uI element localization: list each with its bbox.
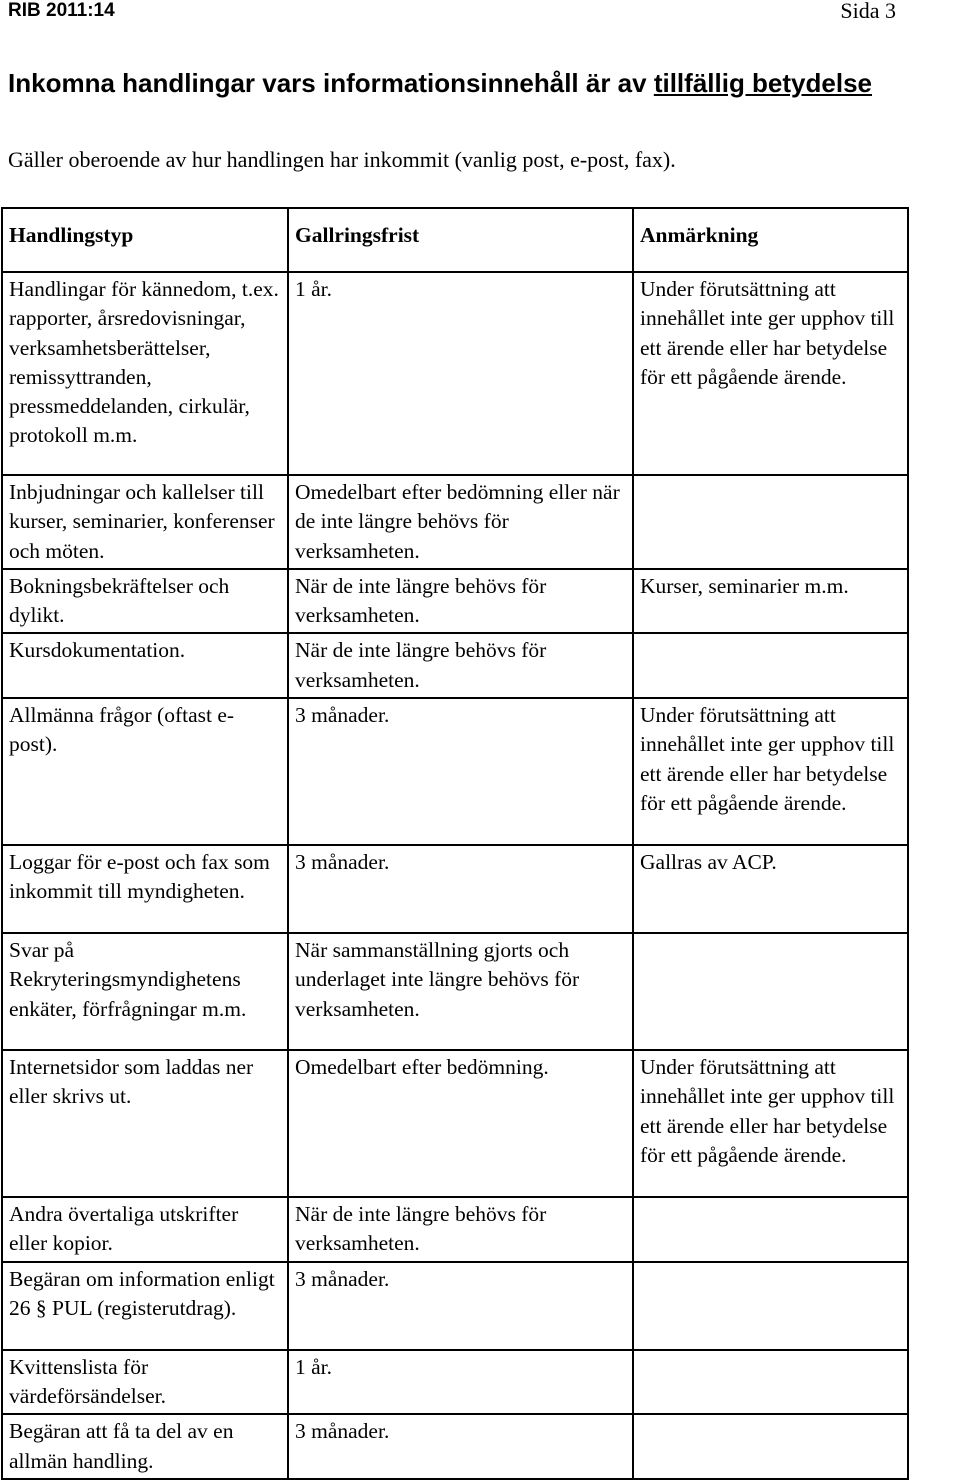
column-header-period: Gallringsfrist — [288, 208, 633, 272]
table-row — [2, 1050, 908, 1197]
table-row — [2, 845, 908, 933]
cell-type: Kvittenslista för värdeförsändelser. — [2, 1350, 288, 1415]
cell-period: Omedelbart efter bedömning. — [288, 1050, 633, 1197]
table-row — [2, 1414, 908, 1479]
cell-type: Svar på Rekryteringsmyndighetens enkäter, förfrågningar m.m. — [2, 933, 288, 1050]
cell-note — [633, 1197, 908, 1262]
cell-note: Gallras av ACP. — [633, 845, 908, 933]
cell-type: Bokningsbekräftelser och dylikt. — [2, 569, 288, 634]
cell-note: Kurser, seminarier m.m. — [633, 569, 908, 634]
cell-note — [633, 933, 908, 1050]
cell-type: Internetsidor som laddas ner eller skrivs ut. — [2, 1050, 288, 1197]
page-number: Sida 3 — [840, 0, 896, 23]
cell-type: Begäran att få ta del av en allmän handling. — [2, 1414, 288, 1479]
cell-type: Allmänna frågor (oftast e-post). — [2, 698, 288, 845]
subtitle: Gäller oberoende av hur handlingen har inkommit (vanlig post, e-post, fax). — [8, 147, 676, 172]
cell-type: Begäran om information enligt 26 § PUL (registerutdrag). — [2, 1262, 288, 1350]
cell-type: Inbjudningar och kallelser till kurser, seminarier, konferenser och möten. — [2, 475, 288, 569]
retention-table — [1, 207, 909, 1480]
table-row — [2, 933, 908, 1050]
cell-period: När de inte längre behövs för verksamheten. — [288, 633, 633, 698]
cell-note — [633, 1414, 908, 1479]
cell-period: 3 månader. — [288, 698, 633, 845]
cell-period: 3 månader. — [288, 1414, 633, 1479]
table-row — [2, 698, 908, 845]
cell-period: När sammanställning gjorts och underlaget inte längre behövs för verksamheten. — [288, 933, 633, 1050]
table-header-row — [2, 208, 908, 272]
cell-note — [633, 633, 908, 698]
table-row — [2, 1197, 908, 1262]
table-row — [2, 475, 908, 569]
cell-period: 1 år. — [288, 272, 633, 475]
cell-note: Under förutsättning att innehållet inte ger upphov till ett ärende eller har betydelse för ett pågående ärende. — [633, 1050, 908, 1197]
page-title — [8, 67, 908, 100]
cell-note: Under förutsättning att innehållet inte ger upphov till ett ärende eller har betydelse för ett pågående ärende. — [633, 698, 908, 845]
title-main: Inkomna handlingar vars informationsinnehåll är av — [8, 68, 654, 98]
cell-period: 3 månader. — [288, 1262, 633, 1350]
cell-period: 1 år. — [288, 1350, 633, 1415]
table-row — [2, 569, 908, 634]
title-underlined: tillfällig betydelse — [653, 68, 872, 98]
cell-period: 3 månader. — [288, 845, 633, 933]
cell-type: Kursdokumentation. — [2, 633, 288, 698]
cell-type: Loggar för e-post och fax som inkommit till myndigheten. — [2, 845, 288, 933]
cell-type: Handlingar för kännedom, t.ex. rapporter, årsredovisningar, verksamhetsberättelser, remissyttranden, pressmeddelanden, cirkulär, protokoll m.m. — [2, 272, 288, 475]
cell-period: När de inte längre behövs för verksamheten. — [288, 1197, 633, 1262]
cell-note — [633, 1262, 908, 1350]
cell-period: När de inte längre behövs för verksamheten. — [288, 569, 633, 634]
column-header-note: Anmärkning — [633, 208, 908, 272]
cell-note — [633, 475, 908, 569]
cell-period: Omedelbart efter bedömning eller när de inte längre behövs för verksamheten. — [288, 475, 633, 569]
cell-note: Under förutsättning att innehållet inte ger upphov till ett ärende eller har betydelse för ett pågående ärende. — [633, 272, 908, 475]
cell-type: Andra övertaliga utskrifter eller kopior. — [2, 1197, 288, 1262]
table-row — [2, 1350, 908, 1415]
document-id: RIB 2011:14 — [8, 0, 115, 21]
table-row — [2, 633, 908, 698]
column-header-type: Handlingstyp — [2, 208, 288, 272]
cell-note — [633, 1350, 908, 1415]
table-row — [2, 272, 908, 475]
table-row — [2, 1262, 908, 1350]
